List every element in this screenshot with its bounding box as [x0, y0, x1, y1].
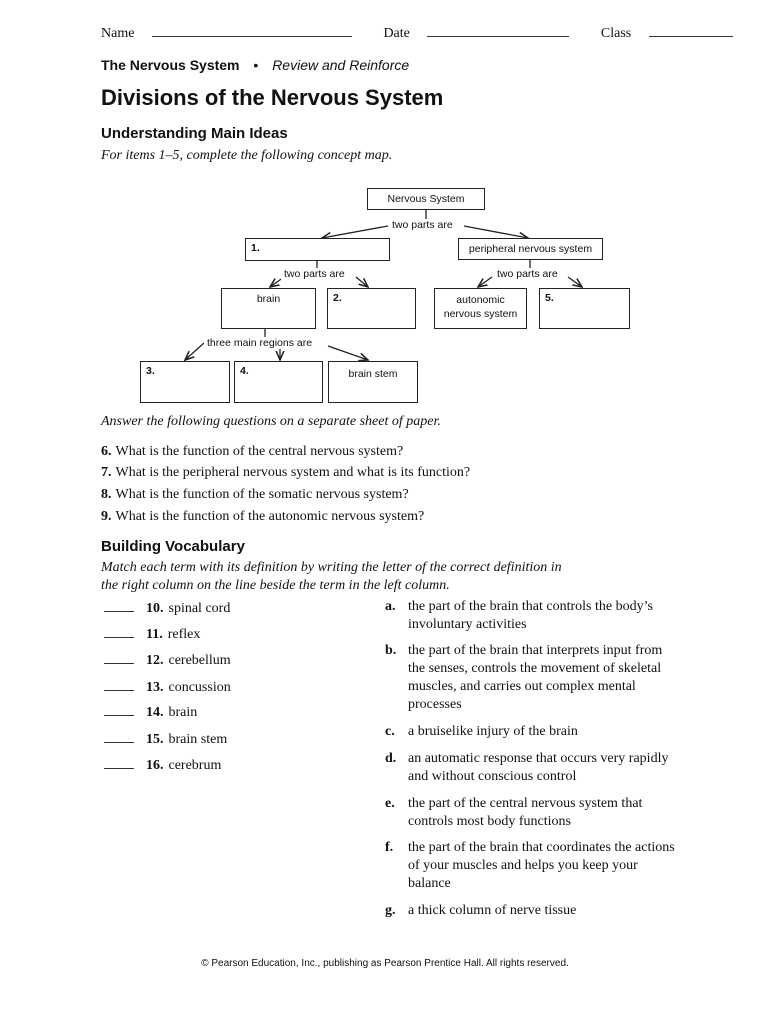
definition-d-letter: d. [385, 751, 397, 766]
definition-e-letter: e. [385, 796, 395, 811]
term-11-answer-line[interactable] [104, 625, 134, 638]
definition-c-letter: c. [385, 724, 395, 739]
definition-e [385, 795, 675, 831]
question-6 [101, 444, 403, 460]
copyright-footer: © Pearson Education, Inc., publishing as Pearson Prentice Hall. All rights reserved. [201, 958, 569, 969]
term-13-answer-line[interactable] [104, 678, 134, 691]
definition-a-letter: a. [385, 599, 396, 614]
answer-box-2[interactable] [327, 288, 416, 329]
question-9-text: What is the function of the autonomic nervous system? [115, 509, 425, 524]
definition-a [385, 598, 675, 634]
concept-map [0, 0, 770, 420]
autonomic-label: autonomic nervous system [443, 294, 518, 320]
arrow-to-box3 [185, 343, 204, 360]
definition-b-letter: b. [385, 643, 397, 658]
definition-f-letter: f. [385, 840, 394, 855]
term-14-text: brain [168, 705, 198, 720]
nervous-system-label: Nervous System [387, 193, 465, 205]
arrow-to-peripheral [464, 226, 528, 238]
definition-g [385, 902, 675, 920]
vocab-instructions-line1: Match each term with its definition by writing the letter of the correct definition in [101, 560, 562, 575]
main-ideas-heading: Understanding Main Ideas [101, 125, 288, 142]
term-15-number: 15. [146, 732, 164, 747]
question-7-number: 7. [101, 465, 112, 480]
term-13 [104, 678, 231, 696]
term-12-text: cerebellum [168, 653, 231, 668]
answer-box-5[interactable] [539, 288, 630, 329]
definition-b-text: the part of the brain that interprets input from the senses, controls the movement of skeletal muscles, and carries out complex mental processes [408, 643, 663, 712]
brain-stem-box [328, 361, 418, 403]
right-link-label: two parts are [494, 268, 561, 280]
concept-map-lines [0, 0, 770, 420]
question-6-number: 6. [101, 444, 112, 459]
question-7 [101, 465, 470, 481]
answer-box-3[interactable] [140, 361, 230, 403]
arrow-to-brainstem [328, 346, 368, 360]
definition-c [385, 723, 675, 741]
question-8-text: What is the function of the somatic nervous system? [115, 487, 409, 502]
definition-f-text: the part of the brain that coordinates the actions of your muscles and helps you keep your balance [408, 840, 675, 891]
term-10-answer-line[interactable] [104, 599, 134, 612]
term-15-text: brain stem [168, 732, 228, 747]
definition-f [385, 839, 675, 893]
arrow-to-box1 [322, 226, 388, 238]
definition-g-text: a thick column of nerve tissue [408, 903, 577, 918]
box-5-number: 5. [545, 292, 554, 304]
left-link-label: two parts are [281, 268, 348, 280]
brain-link-label: three main regions are [204, 337, 315, 349]
term-14-number: 14. [146, 705, 164, 720]
term-16-answer-line[interactable] [104, 756, 134, 769]
box-3-number: 3. [146, 365, 155, 377]
brain-stem-label: brain stem [348, 368, 398, 380]
answer-box-1[interactable] [245, 238, 390, 261]
term-14-answer-line[interactable] [104, 703, 134, 716]
question-9 [101, 509, 424, 525]
term-11-number: 11. [146, 627, 163, 642]
term-12-number: 12. [146, 653, 164, 668]
term-11-text: reflex [167, 627, 201, 642]
term-13-text: concussion [168, 680, 231, 695]
brain-box [221, 288, 316, 329]
name-label: Name [101, 26, 135, 41]
definition-c-text: a bruiselike injury of the brain [408, 724, 578, 739]
box-4-number: 4. [240, 365, 249, 377]
autonomic-box [434, 288, 527, 329]
term-16 [104, 756, 221, 774]
arrow-to-autonomic [478, 277, 492, 287]
term-15-answer-line[interactable] [104, 730, 134, 743]
brain-label: brain [256, 293, 281, 305]
definition-d [385, 750, 675, 786]
date-label: Date [383, 26, 410, 41]
arrow-to-box2 [356, 277, 368, 287]
definition-b [385, 642, 675, 714]
section-name: Review and Reinforce [272, 57, 410, 73]
concept-map-instructions: For items 1–5, complete the following concept map. [101, 148, 393, 163]
definition-e-text: the part of the central nervous system that controls most body functions [408, 796, 643, 829]
question-6-text: What is the function of the central nervous system? [115, 444, 404, 459]
box-2-number: 2. [333, 292, 342, 304]
question-7-text: What is the peripheral nervous system and what is its function? [115, 465, 471, 480]
peripheral-label: peripheral nervous system [468, 243, 593, 255]
box-1-number: 1. [251, 242, 260, 254]
class-label: Class [600, 26, 632, 41]
arrow-to-box5 [568, 277, 582, 287]
chapter-name: The Nervous System [101, 57, 240, 73]
term-16-text: cerebrum [168, 758, 222, 773]
nervous-system-box [367, 188, 485, 210]
vocab-instructions-line2: the right column on the line beside the term in the left column. [101, 578, 450, 593]
term-10 [104, 599, 230, 617]
term-10-number: 10. [146, 601, 164, 616]
term-15 [104, 730, 227, 748]
term-14 [104, 703, 197, 721]
root-link-label: two parts are [389, 219, 456, 231]
term-16-number: 16. [146, 758, 164, 773]
term-12 [104, 651, 231, 669]
term-11 [104, 625, 200, 643]
term-10-text: spinal cord [168, 601, 231, 616]
answer-instructions: Answer the following questions on a separate sheet of paper. [101, 414, 441, 429]
vocab-heading: Building Vocabulary [101, 538, 245, 555]
answer-box-4[interactable] [234, 361, 323, 403]
term-12-answer-line[interactable] [104, 651, 134, 664]
page-title: Divisions of the Nervous System [101, 85, 444, 110]
definition-a-text: the part of the brain that controls the body’s involuntary activities [408, 599, 653, 632]
definition-d-text: an automatic response that occurs very rapidly and without conscious control [408, 751, 669, 784]
question-8-number: 8. [101, 487, 112, 502]
definition-g-letter: g. [385, 903, 396, 918]
question-9-number: 9. [101, 509, 112, 524]
peripheral-box [458, 238, 603, 260]
question-8 [101, 487, 409, 503]
bullet-separator: • [253, 57, 259, 73]
term-13-number: 13. [146, 680, 164, 695]
